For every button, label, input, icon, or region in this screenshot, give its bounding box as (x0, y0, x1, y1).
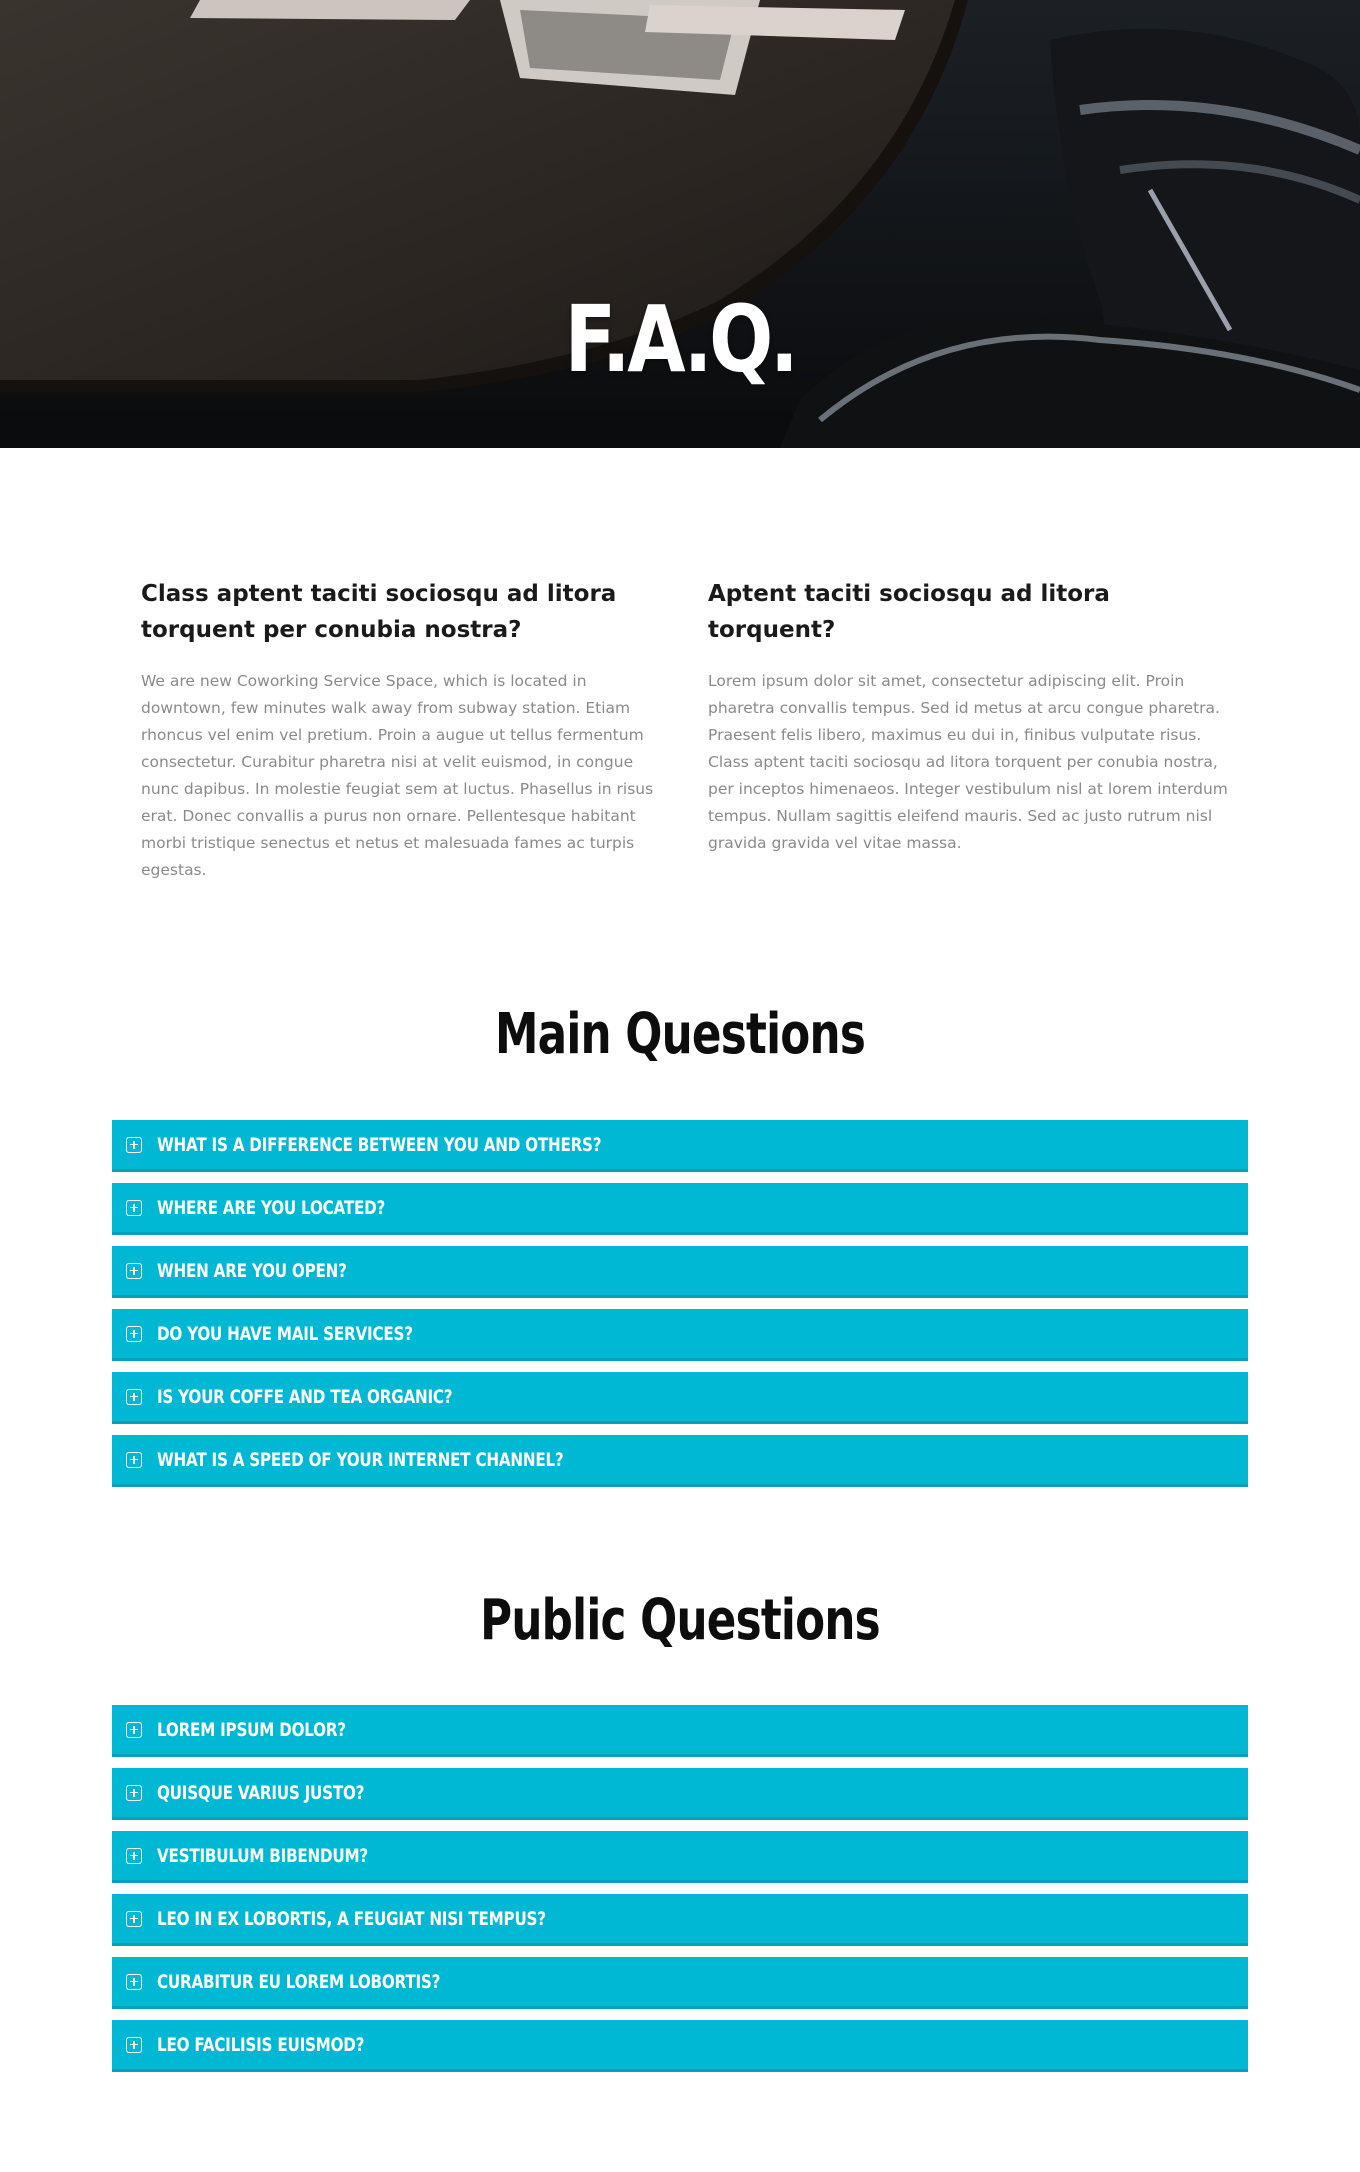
plus-square-icon (126, 1974, 142, 1990)
public-questions-accordion (112, 1705, 1248, 2083)
accordion-item-label: VESTIBULUM BIBENDUM? (157, 1844, 368, 1867)
plus-square-icon (126, 1263, 142, 1279)
plus-square-icon (126, 1848, 142, 1864)
main-questions-title: Main Questions (494, 1002, 866, 1067)
intro-left-text: We are new Coworking Service Space, which is located in downtown, few minutes walk away from subway station. Etiam rhoncus vel enim vel pretium. Proin a augue ut tellus fermentum consectetur. Curabitur pharetra nisi at velit euismod, in congue nunc dapibus. In molestie feugiat sem at luctus. Phasellus in risus erat. Donec convallis a purus non ornare. Pellentesque habitant morbi tristique senectus et netus et malesuada fames ac turpis egestas. (141, 672, 654, 879)
intro-right-heading: Aptent taciti sociosqu ad litora torquent? (708, 581, 1110, 643)
accordion-item-label: WHEN ARE YOU OPEN? (157, 1259, 347, 1282)
plus-square-icon (126, 1911, 142, 1927)
accordion-item-label: LOREM IPSUM DOLOR? (157, 1718, 346, 1741)
plus-square-icon (126, 1137, 142, 1153)
accordion-item-label: LEO FACILISIS EUISMOD? (157, 2033, 365, 2056)
accordion-item[interactable] (112, 1957, 1248, 2009)
main-questions-accordion (112, 1120, 1248, 1498)
plus-square-icon (126, 1200, 142, 1216)
intro-left-column (141, 576, 661, 884)
accordion-item-label: WHAT IS A DIFFERENCE BETWEEN YOU AND OTHERS? (157, 1133, 602, 1156)
accordion-item[interactable] (112, 2020, 1248, 2072)
accordion-item-label: CURABITUR EU LOREM LOBORTIS? (157, 1970, 441, 1993)
page-title: F.A.Q. (564, 286, 796, 393)
plus-square-icon (126, 1389, 142, 1405)
plus-square-icon (126, 2037, 142, 2053)
accordion-item-label: WHERE ARE YOU LOCATED? (157, 1196, 386, 1219)
plus-square-icon (126, 1326, 142, 1342)
accordion-item[interactable] (112, 1894, 1248, 1946)
accordion-item[interactable] (112, 1831, 1248, 1883)
hero-banner (0, 0, 1360, 448)
accordion-item[interactable] (112, 1309, 1248, 1361)
plus-square-icon (126, 1722, 142, 1738)
accordion-item[interactable] (112, 1120, 1248, 1172)
accordion-item-label: DO YOU HAVE MAIL SERVICES? (157, 1322, 413, 1345)
intro-right-text: Lorem ipsum dolor sit amet, consectetur adipiscing elit. Proin pharetra convallis tempus. Sed id metus at arcu congue pharetra. Praesent felis libero, maximus eu dui in, finibus vulputate risus. Class aptent taciti sociosqu ad litora torquent per conubia nostra, per inceptos himenaeos. Integer vestibulum nisl at lorem interdum tempus. Nullam sagittis eleifend mauris. Sed ac justo rutrum nisl gravida gravida vel vitae massa. (708, 672, 1228, 852)
accordion-item-label: QUISQUE VARIUS JUSTO? (157, 1781, 365, 1804)
accordion-item[interactable] (112, 1246, 1248, 1298)
plus-square-icon (126, 1785, 142, 1801)
accordion-item[interactable] (112, 1435, 1248, 1487)
intro-left-heading: Class aptent taciti sociosqu ad litora torquent per conubia nostra? (141, 581, 617, 643)
intro-right-column (708, 576, 1228, 857)
accordion-item-label: LEO IN EX LOBORTIS, A FEUGIAT NISI TEMPUS? (157, 1907, 546, 1930)
accordion-item[interactable] (112, 1183, 1248, 1235)
accordion-item[interactable] (112, 1705, 1248, 1757)
plus-square-icon (126, 1452, 142, 1468)
accordion-item-label: WHAT IS A SPEED OF YOUR INTERNET CHANNEL? (157, 1448, 564, 1471)
accordion-item[interactable] (112, 1768, 1248, 1820)
public-questions-title: Public Questions (480, 1588, 880, 1653)
accordion-item-label: IS YOUR COFFE AND TEA ORGANIC? (157, 1385, 453, 1408)
accordion-item[interactable] (112, 1372, 1248, 1424)
